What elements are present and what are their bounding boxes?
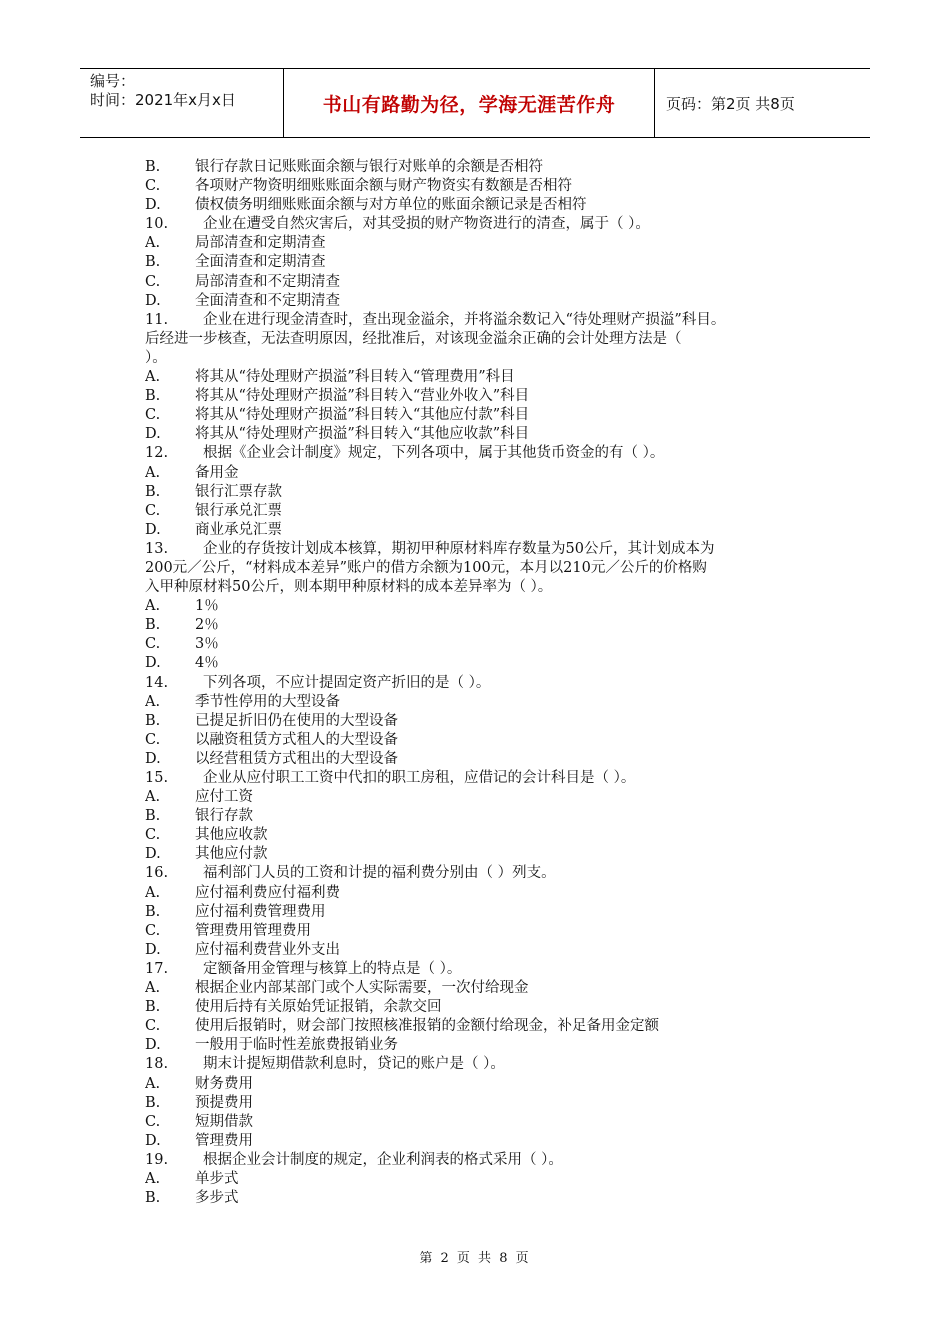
option-line [145, 903, 815, 922]
option-line [145, 425, 815, 444]
line-text: 入甲种原材料50公斤，则本期甲种原材料的成本差异率为（ ）。 [145, 579, 553, 596]
line-label: D. [145, 426, 161, 443]
continuation-line [145, 330, 815, 349]
code-label: 编号： [90, 72, 136, 90]
line-label: C. [145, 1113, 161, 1130]
line-text: 将其从“待处理财产损溢”科目转入“其他应收款”科目 [195, 426, 530, 443]
option-line [145, 788, 815, 807]
option-line [145, 884, 815, 903]
option-line [145, 654, 815, 673]
line-text: 下列各项，不应计提固定资产折旧的是（ ）。 [203, 674, 491, 691]
line-label: B. [145, 999, 161, 1016]
line-text: 福利部门人员的工资和计提的福利费分别由（ ）列支。 [203, 865, 556, 882]
option-line [145, 731, 815, 750]
line-text: 将其从“待处理财产损溢”科目转入“管理费用”科目 [195, 369, 515, 386]
option-line [145, 292, 815, 311]
line-text: 以经营租赁方式租出的大型设备 [195, 750, 398, 767]
option-line [145, 826, 815, 845]
option-line [145, 1036, 815, 1055]
question-line [145, 1151, 815, 1170]
line-label: A. [145, 369, 161, 386]
line-text: 应付福利费营业外支出 [195, 941, 340, 958]
option-line [145, 177, 815, 196]
option-line [145, 158, 815, 177]
line-text: 季节性停用的大型设备 [195, 693, 340, 710]
option-line [145, 597, 815, 616]
question-line [145, 960, 815, 979]
line-text: 定额备用金管理与核算上的特点是（ ）。 [203, 960, 462, 977]
line-label: 14. [145, 674, 169, 691]
page-header [80, 68, 870, 138]
line-label: D. [145, 292, 161, 309]
option-line [145, 807, 815, 826]
line-label: A. [145, 884, 161, 901]
option-line [145, 234, 815, 253]
line-text: 企业从应付职工工资中代扣的职工房租，应借记的会计科目是（ ）。 [203, 770, 636, 786]
line-text: 以融资租赁方式租人的大型设备 [195, 731, 398, 748]
line-label: D. [145, 521, 161, 538]
line-text: 管理费用 [195, 1132, 253, 1149]
line-label: D. [145, 846, 161, 863]
option-line [145, 406, 815, 425]
line-label: D. [145, 655, 161, 672]
line-text: 使用后持有关原始凭证报销，余款交回 [195, 999, 442, 1016]
line-label: A. [145, 980, 161, 997]
line-label: C. [145, 502, 161, 519]
option-line [145, 502, 815, 521]
question-line [145, 311, 815, 330]
option-line [145, 693, 815, 712]
option-line [145, 941, 815, 960]
line-text: 银行存款 [195, 808, 253, 825]
option-line [145, 387, 815, 406]
option-line [145, 1017, 815, 1036]
line-text: 使用后报销时，财会部门按照核准报销的金额付给现金，补足备用金定额 [195, 1018, 659, 1035]
line-text: 各项财产物资明细账账面余额与财产物资实有数额是否相符 [195, 178, 572, 195]
line-text: 应付福利费管理费用 [195, 903, 326, 920]
option-line [145, 368, 815, 387]
option-line [145, 483, 815, 502]
line-label: 10. [145, 216, 169, 233]
line-label: 15. [145, 770, 169, 786]
line-label: D. [145, 1132, 161, 1149]
line-label: B. [145, 808, 161, 825]
option-line [145, 1132, 815, 1151]
line-label: A. [145, 464, 161, 481]
line-label: B. [145, 254, 161, 271]
line-text: 企业在遭受自然灾害后，对其受损的财产物资进行的清查，属于（ ）。 [203, 216, 650, 233]
line-label: 18. [145, 1056, 169, 1073]
line-label: B. [145, 1094, 161, 1111]
line-text: 应付福利费应付福利费 [195, 884, 340, 901]
line-label: B. [145, 159, 161, 175]
line-label: C. [145, 636, 161, 653]
option-line [145, 616, 815, 635]
line-text: 根据企业会计制度的规定，企业利润表的格式采用（ ）。 [203, 1151, 563, 1168]
line-text: 200元／公斤，“材料成本差异”账户的借方余额为100元，本月以210元／公斤的价格购 [145, 559, 707, 576]
line-label: A. [145, 598, 161, 615]
header-motto: 书山有路勤为径，学海无涯苦作舟 [322, 93, 616, 116]
line-text: 商业承兑汇票 [195, 521, 282, 538]
continuation-line [145, 559, 815, 578]
line-text: 单步式 [195, 1170, 239, 1187]
line-label: A. [145, 693, 161, 710]
option-line [145, 635, 815, 654]
line-text: 银行汇票存款 [195, 483, 282, 500]
line-text: 后经进一步核查，无法查明原因，经批准后，对该现金溢余正确的会计处理方法是（ [145, 330, 682, 347]
line-text: 全面清查和定期清查 [195, 254, 326, 271]
line-label: 17. [145, 960, 169, 977]
line-text: 预提费用 [195, 1094, 253, 1111]
question-line [145, 1055, 815, 1074]
line-text: 2％ [195, 617, 219, 634]
line-label: B. [145, 712, 161, 729]
line-text: 企业的存货按计划成本核算，期初甲种原材料库存数量为50公斤，其计划成本为 [203, 540, 715, 557]
line-text: 债权债务明细账账面余额与对方单位的账面余额记录是否相符 [195, 197, 587, 214]
line-label: D. [145, 1037, 161, 1054]
option-line [145, 253, 815, 272]
line-text: 局部清查和不定期清查 [195, 273, 340, 290]
line-text: 其他应付款 [195, 846, 268, 863]
question-line [145, 540, 815, 559]
option-line [145, 1170, 815, 1189]
line-label: B. [145, 388, 161, 405]
line-text: 根据企业内部某部门或个人实际需要，一次付给现金 [195, 980, 529, 997]
line-label: 16. [145, 865, 169, 882]
line-label: A. [145, 235, 161, 252]
line-label: C. [145, 273, 161, 290]
header-divider [654, 69, 655, 137]
question-line [145, 215, 815, 234]
line-text: 备用金 [195, 464, 239, 481]
line-text: 局部清查和定期清查 [195, 235, 326, 252]
line-text: 1％ [195, 598, 219, 615]
line-label: B. [145, 903, 161, 920]
line-text: 3％ [195, 636, 219, 653]
line-text: 其他应收款 [195, 827, 268, 844]
option-line [145, 979, 815, 998]
line-label: A. [145, 789, 161, 806]
line-label: C. [145, 1018, 161, 1035]
header-meta [90, 72, 236, 110]
question-line [145, 444, 815, 463]
line-text: 应付工资 [195, 789, 253, 806]
line-text: 多步式 [195, 1190, 239, 1207]
line-text: 根据《企业会计制度》规定，下列各项中，属于其他货币资金的有（ ）。 [203, 445, 665, 462]
line-text: 期末计提短期借款利息时，贷记的账户是（ ）。 [203, 1056, 505, 1073]
line-text: 已提足折旧仍在使用的大型设备 [195, 712, 398, 729]
option-line [145, 1113, 815, 1132]
line-label: A. [145, 1075, 161, 1092]
option-line [145, 750, 815, 769]
line-label: C. [145, 827, 161, 844]
option-line [145, 273, 815, 292]
question-line [145, 769, 815, 788]
line-label: D. [145, 941, 161, 958]
line-text: 银行承兑汇票 [195, 502, 282, 519]
date-label: 时间：2021年x月x日 [90, 91, 236, 109]
line-text: 财务费用 [195, 1075, 253, 1092]
line-label: A. [145, 1170, 161, 1187]
question-line [145, 674, 815, 693]
line-label: C. [145, 922, 161, 939]
line-text: ）。 [145, 349, 167, 366]
line-label: 19. [145, 1151, 169, 1168]
line-label: C. [145, 731, 161, 748]
option-line [145, 521, 815, 540]
line-label: B. [145, 483, 161, 500]
option-line [145, 1189, 815, 1208]
line-label: D. [145, 750, 161, 767]
option-line [145, 922, 815, 941]
continuation-line [145, 578, 815, 597]
line-text: 4％ [195, 655, 219, 672]
option-line [145, 1075, 815, 1094]
line-text: 银行存款日记账账面余额与银行对账单的余额是否相符 [195, 159, 543, 175]
line-text: 企业在进行现金清查时，查出现金溢余，并将溢余数记入“待处理财产损溢”科目。 [203, 311, 726, 328]
line-text: 将其从“待处理财产损溢”科目转入“营业外收入”科目 [195, 388, 530, 405]
line-text: 管理费用管理费用 [195, 922, 311, 939]
line-text: 全面清查和不定期清查 [195, 292, 340, 309]
option-line [145, 712, 815, 731]
continuation-line [145, 349, 815, 368]
line-label: D. [145, 197, 161, 214]
document-body [145, 158, 815, 1208]
line-text: 一般用于临时性差旅费报销业务 [195, 1037, 398, 1054]
line-label: C. [145, 407, 161, 424]
line-label: B. [145, 1190, 161, 1207]
option-line [145, 464, 815, 483]
line-label: 12. [145, 445, 169, 462]
line-label: B. [145, 617, 161, 634]
page-footer: 第 2 页 共 8 页 [419, 1251, 531, 1266]
option-line [145, 845, 815, 864]
option-line [145, 196, 815, 215]
question-line [145, 864, 815, 883]
line-label: 13. [145, 540, 169, 557]
line-label: C. [145, 178, 161, 195]
option-line [145, 998, 815, 1017]
header-page-info: 页码：第2页 共8页 [666, 95, 795, 113]
option-line [145, 1094, 815, 1113]
line-label: 11. [145, 311, 169, 328]
line-text: 将其从“待处理财产损溢”科目转入“其他应付款”科目 [195, 407, 530, 424]
line-text: 短期借款 [195, 1113, 253, 1130]
